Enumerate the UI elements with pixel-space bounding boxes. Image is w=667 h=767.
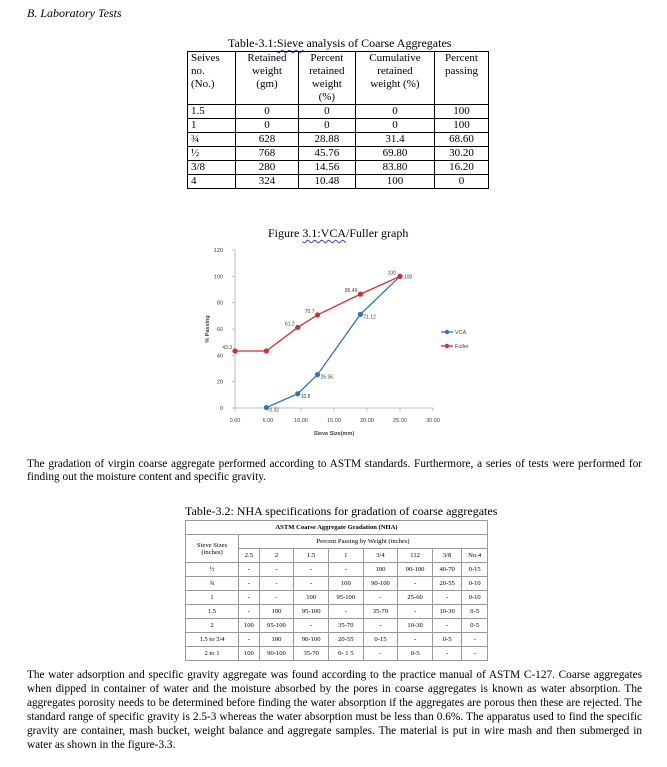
table2-cell: 0- 1 5 xyxy=(328,647,363,661)
data-label: 100 xyxy=(404,274,413,281)
table2-row xyxy=(186,563,488,577)
table2-caption: Table-3.2: NHA specifications for gradation of coarse aggregates xyxy=(185,504,498,518)
table1-row xyxy=(188,161,489,175)
table2-cell: - xyxy=(462,647,488,661)
table1-cell: 16.20 xyxy=(434,161,488,175)
table2-cell: 90-100 xyxy=(294,633,329,647)
table1-header-line: no. xyxy=(191,65,205,77)
data-point-fuller xyxy=(264,348,269,353)
table2-cell: - xyxy=(259,577,294,591)
table2-title: ASTM Coarse Aggregate Gradation (NHA) xyxy=(186,521,488,535)
table2-cell: 1.5 to 3/4 xyxy=(186,633,239,647)
table1-caption xyxy=(228,36,451,51)
table1-cell: 628 xyxy=(236,133,298,147)
x-tick-label: 25.00 xyxy=(393,418,407,424)
table2-cell: 10-30 xyxy=(398,619,433,633)
table1-cell: 69.80 xyxy=(356,147,435,161)
table2-cell: ½ xyxy=(186,563,239,577)
table2-cell: - xyxy=(239,591,260,605)
table2-row xyxy=(186,633,488,647)
table1-header-line: (gm) xyxy=(256,78,278,90)
table2-cell: - xyxy=(294,563,329,577)
paragraph-water-absorption: The water adsorption and specific gravity aggregate was found according to the practice manual of ASTM C-127. Coarse aggregates when dipped in container of water and the moisture absorbed by the pores in coarse aggregates is known as water absorption. The aggregates porosity needs to be determined before finding the water absorption if the aggregates are porous then these are rejected. The standard range of specific gravity is 2.5-3 whereas the water absorption must be less than 0.6%. The apparatus used to find the specific gravity are container, mash bucket, weight balance and aggregate samples. The material is put in wire mash and then submerged in water as shown in the figure-3.3. xyxy=(27,669,642,751)
table2-cell: 0-5 xyxy=(398,647,433,661)
y-tick-label: 60 xyxy=(216,327,223,333)
table1-cell: 768 xyxy=(236,147,298,161)
data-label: 25.36 xyxy=(320,374,334,381)
data-point-vca xyxy=(295,391,300,396)
y-axis-label: % Passing xyxy=(205,315,211,343)
table1-header-line: Seives xyxy=(191,52,220,64)
x-tick-label: 0.00 xyxy=(229,418,241,424)
data-label: 86.49 xyxy=(344,288,358,295)
data-point-fuller xyxy=(295,325,300,330)
table2-cell: 20-55 xyxy=(328,633,363,647)
x-tick-label: 20.00 xyxy=(360,418,374,424)
table2-title-row xyxy=(186,521,488,535)
table2-cell: - xyxy=(239,605,260,619)
table1-row xyxy=(188,133,489,147)
table2-cell: 90-100 xyxy=(259,647,294,661)
table2-cell: 100 xyxy=(259,633,294,647)
data-point-vca xyxy=(315,372,320,377)
table1-cell: 0 xyxy=(298,105,355,119)
figure1-caption-prefix: Figure xyxy=(268,226,303,240)
table2-row xyxy=(186,577,488,591)
table1-row xyxy=(188,147,489,161)
table2-cell: 2 xyxy=(186,619,239,633)
table2-cell: - xyxy=(432,591,461,605)
data-label: 10.8 xyxy=(300,393,311,400)
table2-group-header: Percent Passing by Weight (inches) xyxy=(239,535,488,549)
table2-cell: - xyxy=(328,605,363,619)
table2-cell: 95-100 xyxy=(259,619,294,633)
table1-cell: 30.20 xyxy=(434,147,488,161)
table1-cell: 0 xyxy=(356,119,435,133)
table2-cell: - xyxy=(432,647,461,661)
table2-cell: - xyxy=(398,633,433,647)
table2-cell: 100 xyxy=(294,591,329,605)
table1-cell: 3/8 xyxy=(188,161,236,175)
table2-size-cell: 2.5 xyxy=(239,549,260,563)
series-line-vca xyxy=(266,276,400,407)
data-label: 70.7 xyxy=(304,308,315,315)
table1-header-line: (%) xyxy=(318,91,336,103)
table2-cell: 100 xyxy=(259,605,294,619)
table1-header-cell xyxy=(236,52,298,105)
table2-cell: 10-30 xyxy=(432,605,461,619)
data-label: 71.12 xyxy=(363,314,376,321)
legend-label: VCA xyxy=(455,330,467,336)
table1-header-row xyxy=(188,52,489,105)
table1-cell: 68.60 xyxy=(434,133,488,147)
table1-cell: 83.80 xyxy=(356,161,435,175)
table1-header-line: Percent xyxy=(310,52,344,64)
table1-row xyxy=(188,105,489,119)
table2-col1-header xyxy=(186,535,239,563)
table1-cell: 0 xyxy=(356,105,435,119)
table2-cell: 95-100 xyxy=(294,605,329,619)
table1-cell: 100 xyxy=(356,175,435,189)
table2-cell: 0-5 xyxy=(432,633,461,647)
table1-cell: 45.76 xyxy=(298,147,355,161)
table1-cell: 0 xyxy=(434,175,488,189)
x-axis-label: Sieve Size(mm) xyxy=(313,431,355,437)
data-label: 100 xyxy=(387,270,396,277)
table2-cell: 2 to 1 xyxy=(186,647,239,661)
table1-header-line: passing xyxy=(444,65,478,77)
table1-cell: 1.5 xyxy=(188,105,236,119)
table1-cell: ¾ xyxy=(188,133,236,147)
table2-group-row xyxy=(186,535,488,549)
table1-cell: ½ xyxy=(188,147,236,161)
data-point-vca xyxy=(264,405,269,410)
table2-cell: - xyxy=(398,605,433,619)
y-tick-label: 80 xyxy=(216,300,223,307)
table2-cell: - xyxy=(363,647,398,661)
table1-header-line: weight xyxy=(252,65,282,77)
table1-row xyxy=(188,175,489,189)
table1-header-cell xyxy=(298,52,355,105)
table2-size-cell: 3/4 xyxy=(363,549,398,563)
table1-cell: 31.4 xyxy=(356,133,435,147)
table2-cell: - xyxy=(239,577,260,591)
table2-cell: 0-5 xyxy=(462,619,488,633)
y-tick-label: 40 xyxy=(216,353,223,360)
table2-cell: 90-100 xyxy=(398,563,433,577)
table2-cell: - xyxy=(328,563,363,577)
table1-caption-rest: analysis of Coarse Aggregates xyxy=(303,36,452,50)
x-tick-label: 15.00 xyxy=(327,418,341,424)
table1-cell: 280 xyxy=(236,161,298,175)
table2-cell: 35-70 xyxy=(363,605,398,619)
table2-cell: - xyxy=(294,619,329,633)
table1-row xyxy=(188,119,489,133)
table1-caption-wavy: Sieve xyxy=(276,36,304,50)
table2-cell: 40-70 xyxy=(432,563,461,577)
table2-cell: 0-15 xyxy=(462,563,488,577)
table1-cell: 0 xyxy=(236,105,298,119)
table1-header-line: Retained xyxy=(247,52,287,64)
table2-cell: 100 xyxy=(363,563,398,577)
data-point-fuller xyxy=(232,348,237,353)
table2-cell: 90-100 xyxy=(363,577,398,591)
table1-header-cell xyxy=(356,52,435,105)
table2-cell: 20-55 xyxy=(432,577,461,591)
figure1-caption-wavy: 3.1:VCA xyxy=(302,226,347,240)
table2-size-cell: 3/8 xyxy=(432,549,461,563)
table2-cell: - xyxy=(432,619,461,633)
table2-cell: 1 xyxy=(186,591,239,605)
table2-size-cell: 112 xyxy=(398,549,433,563)
table1-cell: 1 xyxy=(188,119,236,133)
y-tick-label: 120 xyxy=(213,248,223,254)
y-tick-label: 0 xyxy=(219,406,223,412)
legend-marker xyxy=(445,330,449,334)
data-point-fuller xyxy=(315,312,320,317)
table2-cell: 100 xyxy=(239,647,260,661)
table2-size-cell: 1 xyxy=(328,549,363,563)
table2-cell: 35-70 xyxy=(328,619,363,633)
data-point-fuller xyxy=(397,274,402,279)
table2-size-cell: 2 xyxy=(259,549,294,563)
table1-header-cell xyxy=(434,52,488,105)
y-tick-label: 100 xyxy=(213,274,223,281)
table2-cell: - xyxy=(239,633,260,647)
section-heading: B. Laboratory Tests xyxy=(27,6,122,20)
table1-header-line: weight (%) xyxy=(370,78,420,90)
figure1-caption xyxy=(268,226,408,241)
data-point-fuller xyxy=(358,292,363,297)
table2-cell: ¾ xyxy=(186,577,239,591)
x-tick-label: 10.00 xyxy=(294,418,308,424)
table2-cell: - xyxy=(259,563,294,577)
table2-cell: 35-70 xyxy=(294,647,329,661)
y-tick-label: 20 xyxy=(216,379,223,386)
table1-cell: 324 xyxy=(236,175,298,189)
sieve-analysis-table xyxy=(187,51,489,189)
table2-cell: 0-5 xyxy=(462,605,488,619)
table1-header-cell xyxy=(188,52,236,105)
table2-cell: 0-15 xyxy=(363,633,398,647)
table2-cell: 100 xyxy=(328,577,363,591)
table2-cell: 0-10 xyxy=(462,591,488,605)
table2-size-cell: No.4 xyxy=(462,549,488,563)
x-tick-label: 5.00 xyxy=(262,418,274,424)
table2-cell: - xyxy=(363,591,398,605)
table2-row xyxy=(186,591,488,605)
table1-cell: 0 xyxy=(298,119,355,133)
table1-cell: 4 xyxy=(188,175,236,189)
table2-row xyxy=(186,619,488,633)
table1-header-line: retained xyxy=(309,65,345,77)
table2-size-cell: 1.5 xyxy=(294,549,329,563)
table1-header-line: weight xyxy=(311,78,342,90)
table2-cell: - xyxy=(259,591,294,605)
legend-label: Fuller xyxy=(455,344,469,350)
paragraph-gradation: The gradation of virgin coarse aggregate performed according to ASTM standards. Furthermore, a series of tests were performed for finding out the moisture content and specific gravity. xyxy=(27,458,642,483)
table1-cell: 14.56 xyxy=(298,161,355,175)
table1-caption-prefix: Table-3.1: xyxy=(228,36,277,50)
table2-cell: 25-60 xyxy=(398,591,433,605)
nha-specification-table xyxy=(185,520,488,661)
x-tick-label: 30.00 xyxy=(426,418,440,424)
data-label: 0.32 xyxy=(269,407,280,414)
table2-col1-header-line: (inches) xyxy=(201,548,223,556)
table2-cell: 95-100 xyxy=(328,591,363,605)
table1-header-line: Cumulative xyxy=(369,52,421,64)
table1-cell: 28.88 xyxy=(298,133,355,147)
table2-row xyxy=(186,647,488,661)
table2-cell: - xyxy=(462,633,488,647)
table1-cell: 100 xyxy=(434,105,488,119)
table2-cell: 1.5 xyxy=(186,605,239,619)
table1-cell: 10.48 xyxy=(298,175,355,189)
data-label: 61.2 xyxy=(284,321,295,328)
table1-header-line: retained xyxy=(377,65,413,77)
legend-marker xyxy=(445,344,449,348)
data-label: 43.3 xyxy=(222,344,232,351)
table2-cell: - xyxy=(398,577,433,591)
table2-cell: - xyxy=(239,563,260,577)
table2-cell: 100 xyxy=(239,619,260,633)
table1-cell: 0 xyxy=(236,119,298,133)
table1-cell: 100 xyxy=(434,119,488,133)
table2-row xyxy=(186,605,488,619)
data-point-vca xyxy=(358,312,363,317)
table1-header-line: Percent xyxy=(444,52,478,64)
table2-cell: - xyxy=(363,619,398,633)
table2-cell: 0-10 xyxy=(462,577,488,591)
table2-cell: - xyxy=(294,577,329,591)
figure1-caption-rest: /Fuller graph xyxy=(346,226,409,240)
table1-header-line: (No.) xyxy=(191,78,215,90)
vca-fuller-chart xyxy=(195,240,485,450)
table2-col1-header-line: Sieve Sizes xyxy=(196,541,228,549)
